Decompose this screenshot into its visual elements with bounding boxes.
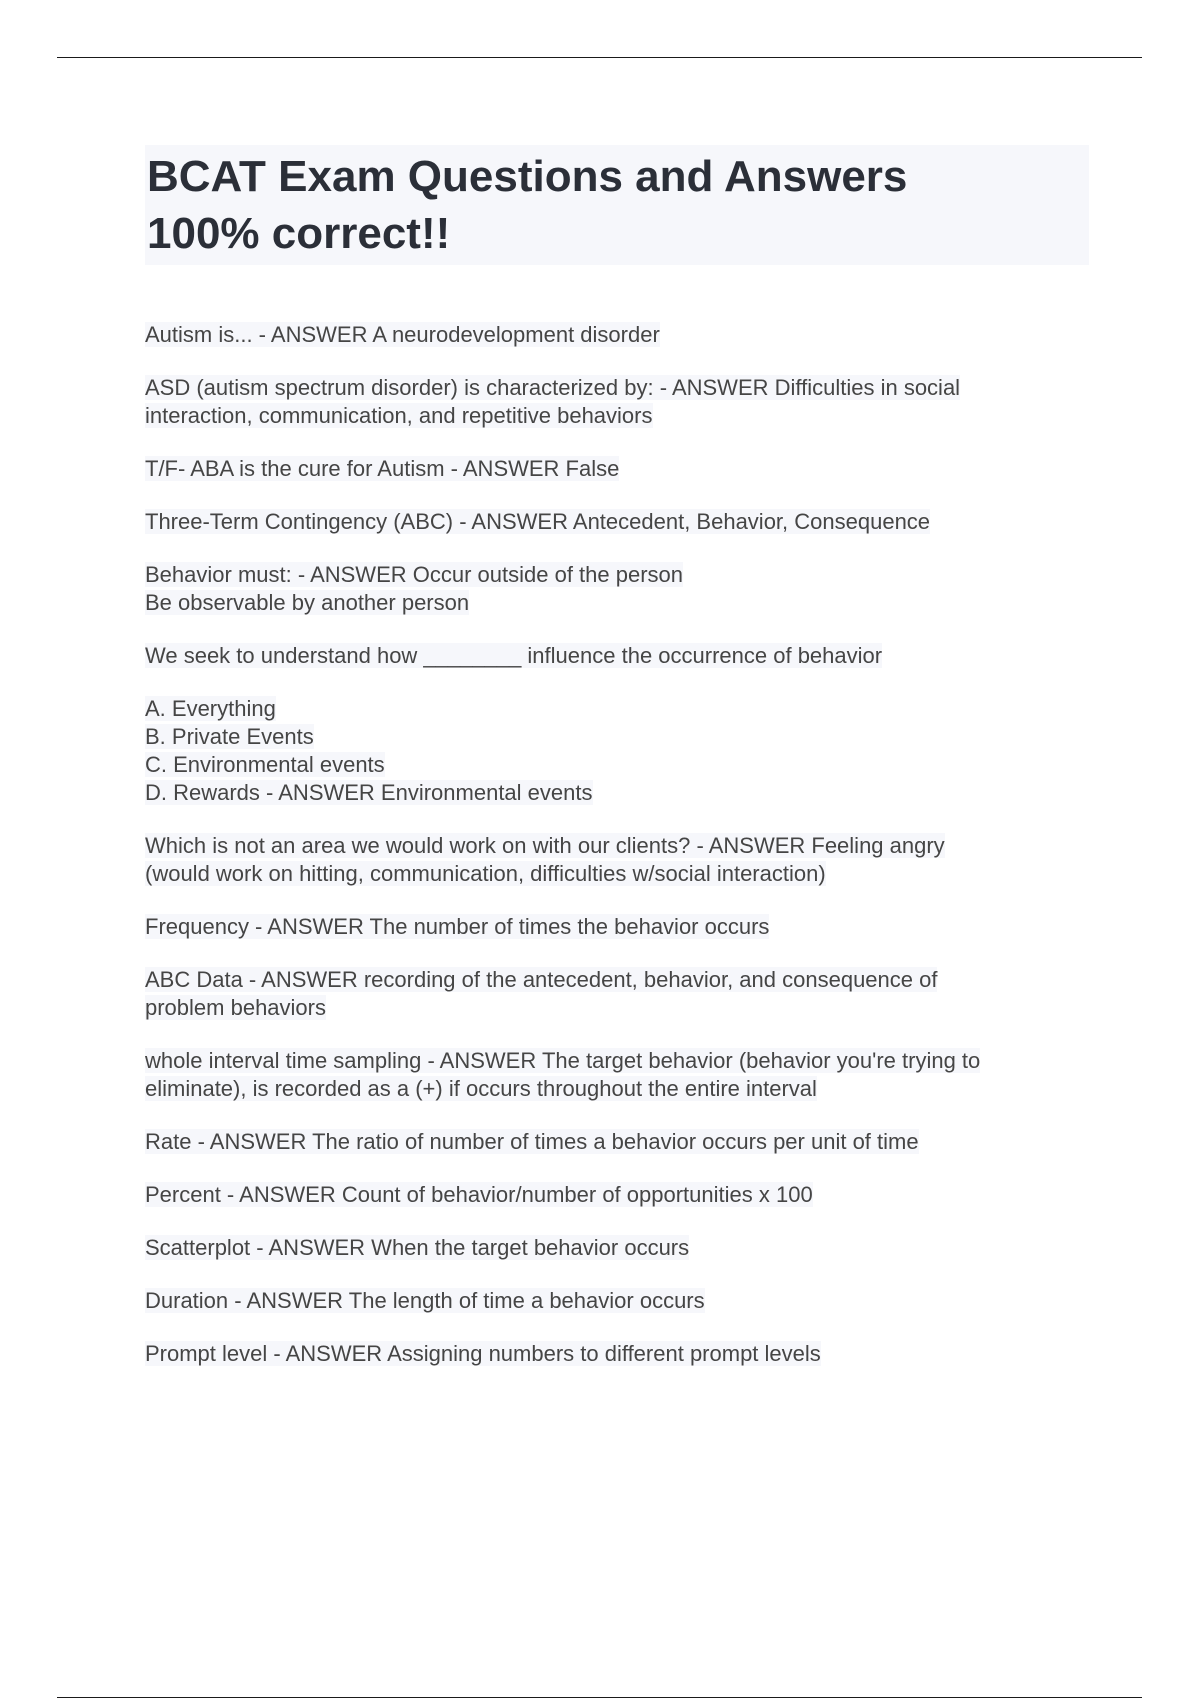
- qa-line-text: B. Private Events: [145, 724, 314, 749]
- qa-item: [145, 832, 1089, 888]
- qa-line: [145, 321, 1089, 349]
- qa-line: [145, 832, 1089, 860]
- qa-item: [145, 1181, 1089, 1209]
- qa-line-text: We seek to understand how ________ influence the occurrence of behavior: [145, 643, 883, 668]
- qa-line: [145, 913, 1089, 941]
- qa-line: [145, 589, 1089, 617]
- qa-line: [145, 374, 1089, 402]
- qa-item: [145, 508, 1089, 536]
- qa-item: [145, 1234, 1089, 1262]
- qa-line-text: problem behaviors: [145, 995, 326, 1020]
- qa-line-text: C. Environmental events: [145, 752, 385, 777]
- qa-line-text: A. Everything: [145, 696, 276, 721]
- qa-line-text: Prompt level - ANSWER Assigning numbers to different prompt levels: [145, 1341, 821, 1366]
- qa-line: [145, 1287, 1089, 1315]
- qa-item: [145, 1287, 1089, 1315]
- qa-line-text: D. Rewards - ANSWER Environmental events: [145, 780, 593, 805]
- title-line: 100% correct!!: [147, 209, 451, 258]
- qa-line: [145, 402, 1089, 430]
- qa-line: [145, 455, 1089, 483]
- qa-line-text: interaction, communication, and repetitive behaviors: [145, 403, 653, 428]
- qa-item: [145, 1047, 1089, 1103]
- qa-line: [145, 751, 1089, 779]
- qa-item: [145, 1128, 1089, 1156]
- qa-line-text: Be observable by another person: [145, 590, 470, 615]
- title-line: BCAT Exam Questions and Answers: [147, 152, 908, 201]
- qa-item: [145, 321, 1089, 349]
- document-title: [147, 148, 1087, 262]
- qa-line: [145, 642, 1089, 670]
- qa-line-text: eliminate), is recorded as a (+) if occurs throughout the entire interval: [145, 1076, 817, 1101]
- bottom-rule: [57, 1697, 1142, 1698]
- qa-line-text: Which is not an area we would work on with our clients? - ANSWER Feeling angry: [145, 833, 945, 858]
- qa-item: [145, 561, 1089, 617]
- qa-line-text: (would work on hitting, communication, difficulties w/social interaction): [145, 861, 826, 886]
- qa-line-text: Three-Term Contingency (ABC) - ANSWER Antecedent, Behavior, Consequence: [145, 509, 931, 534]
- top-rule: [57, 57, 1142, 58]
- qa-line: [145, 1340, 1089, 1368]
- qa-line: [145, 1128, 1089, 1156]
- qa-line: [145, 1047, 1089, 1075]
- qa-line: [145, 779, 1089, 807]
- qa-line-text: whole interval time sampling - ANSWER The target behavior (behavior you're trying to: [145, 1048, 981, 1073]
- title-block: [145, 145, 1089, 265]
- qa-line: [145, 508, 1089, 536]
- qa-line: [145, 695, 1089, 723]
- qa-line-text: Percent - ANSWER Count of behavior/number of opportunities x 100: [145, 1182, 813, 1207]
- qa-item: [145, 642, 1089, 670]
- qa-line: [145, 1234, 1089, 1262]
- qa-line: [145, 561, 1089, 589]
- qa-line-text: Scatterplot - ANSWER When the target behavior occurs: [145, 1235, 690, 1260]
- qa-line-text: Frequency - ANSWER The number of times the behavior occurs: [145, 914, 770, 939]
- qa-item: [145, 913, 1089, 941]
- document-body: [145, 145, 1089, 1393]
- qa-line: [145, 1075, 1089, 1103]
- qa-line-text: Autism is... - ANSWER A neurodevelopment disorder: [145, 322, 660, 347]
- qa-line: [145, 966, 1089, 994]
- qa-item: [145, 374, 1089, 430]
- qa-line-text: Behavior must: - ANSWER Occur outside of the person: [145, 562, 684, 587]
- qa-list: [145, 321, 1089, 1368]
- qa-line-text: ABC Data - ANSWER recording of the antecedent, behavior, and consequence of: [145, 967, 938, 992]
- qa-item: [145, 1340, 1089, 1368]
- qa-item: [145, 695, 1089, 807]
- qa-item: [145, 455, 1089, 483]
- qa-line: [145, 723, 1089, 751]
- qa-line-text: T/F- ABA is the cure for Autism - ANSWER False: [145, 456, 620, 481]
- qa-line-text: Duration - ANSWER The length of time a behavior occurs: [145, 1288, 705, 1313]
- qa-line-text: Rate - ANSWER The ratio of number of times a behavior occurs per unit of time: [145, 1129, 919, 1154]
- qa-item: [145, 966, 1089, 1022]
- qa-line: [145, 1181, 1089, 1209]
- qa-line: [145, 860, 1089, 888]
- qa-line-text: ASD (autism spectrum disorder) is characterized by: - ANSWER Difficulties in social: [145, 375, 961, 400]
- qa-line: [145, 994, 1089, 1022]
